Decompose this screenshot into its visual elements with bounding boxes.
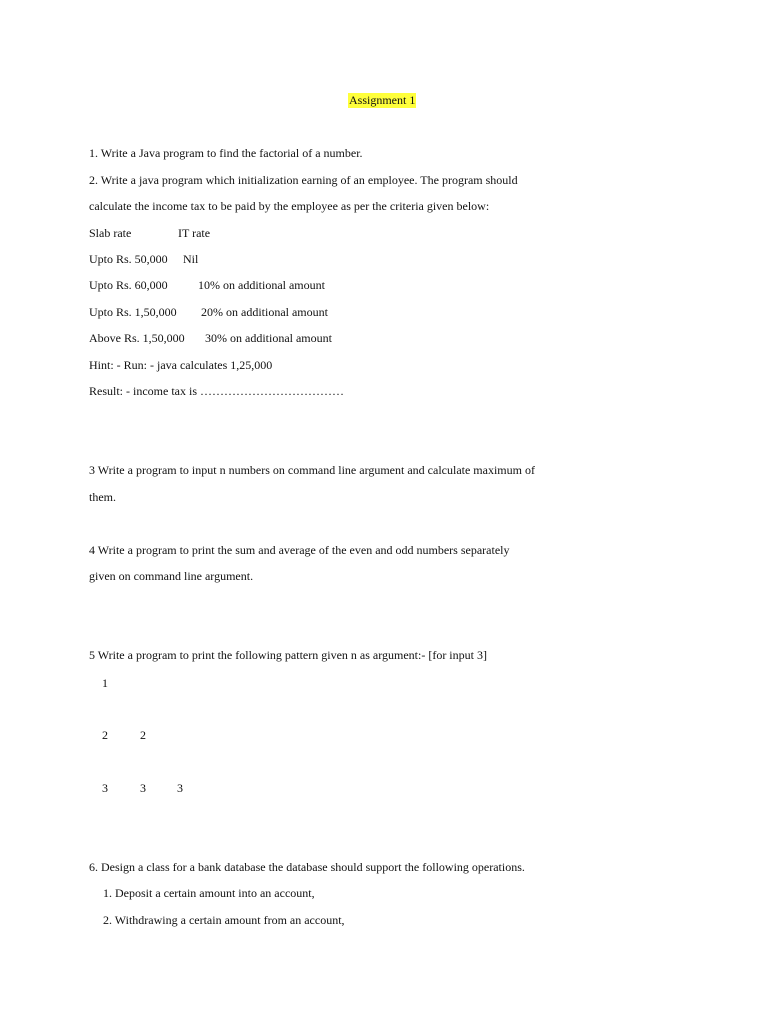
question-3-line-1: 3 Write a program to input n numbers on command line argument and calculate maximum of [89,463,535,477]
question-4-line-1: 4 Write a program to print the sum and average of the even and odd numbers separately [89,543,510,557]
question-2-line-1: 2. Write a java program which initialization earning of an employee. The program should [89,173,518,187]
question-4-line-2: given on command line argument. [89,569,254,583]
pattern-number: 1 [102,676,108,690]
assignment-title: Assignment 1 [349,93,416,107]
question-6-line-1: 6. Design a class for a bank database the database should support the following operations. [89,860,525,874]
slab-cell: Upto Rs. 60,000 [89,278,168,292]
header-slab-rate: Slab rate [89,226,132,240]
pattern-number: 3 [177,781,183,795]
header-it-rate: IT rate [178,226,211,240]
question-5-line-1: 5 Write a program to print the following pattern given n as argument:- [for input 3] [89,648,487,662]
pattern-number: 3 [102,781,108,795]
rate-cell: Nil [183,252,199,266]
question-2-result: Result: - income tax is ……………………………… [89,384,344,398]
question-3-line-2: them. [89,490,116,504]
question-2-hint: Hint: - Run: - java calculates 1,25,000 [89,358,273,372]
question-6-item: 1. Deposit a certain amount into an account, [103,886,315,900]
pattern-number: 3 [140,781,146,795]
question-2-line-2: calculate the income tax to be paid by the employee as per the criteria given below: [89,199,490,213]
pattern-number: 2 [102,728,108,742]
question-1: 1. Write a Java program to find the factorial of a number. [89,146,363,160]
rate-cell: 20% on additional amount [201,305,328,319]
pattern-number: 2 [140,728,146,742]
rate-cell: 10% on additional amount [198,278,325,292]
rate-cell: 30% on additional amount [205,331,332,345]
slab-cell: Upto Rs. 50,000 [89,252,168,266]
slab-cell: Above Rs. 1,50,000 [89,331,185,345]
question-6-item: 2. Withdrawing a certain amount from an account, [103,913,345,927]
slab-cell: Upto Rs. 1,50,000 [89,305,177,319]
